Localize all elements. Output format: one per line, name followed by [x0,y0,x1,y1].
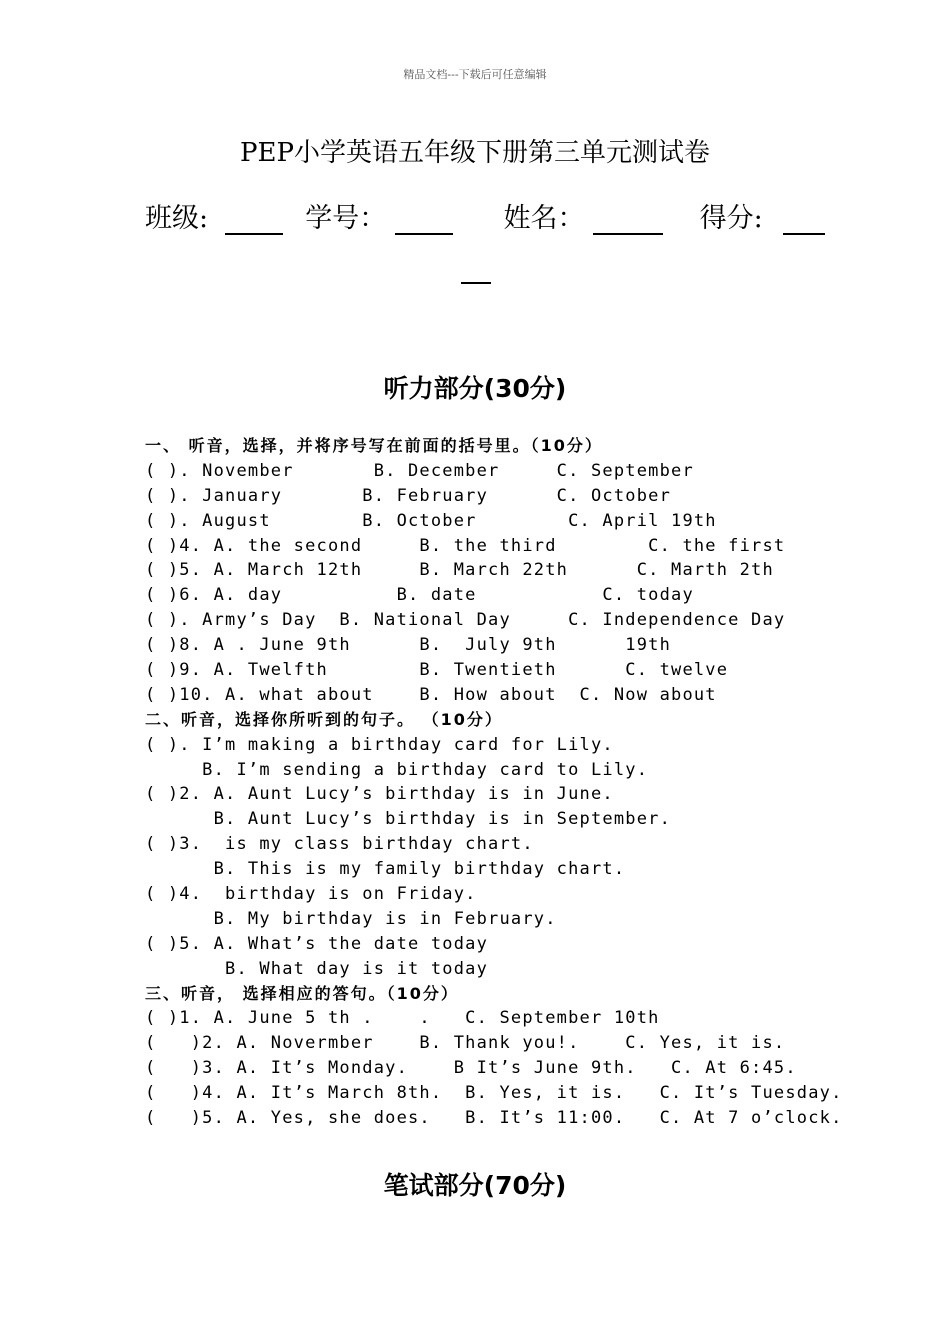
question-line: ( )2. A. Aunt Lucy’s birthday is in June. [145,784,614,805]
name-label: 姓名： [503,203,585,234]
score-blank-continuation [461,282,491,284]
question-line: B. Aunt Lucy’s birthday is in September. [145,809,672,830]
question-line: B. What day is it today [145,958,489,979]
question-line: ( )4. A. the second B. the third C. the first [145,535,786,556]
question-line: ( ). January B. February C. October [145,485,672,506]
question-line: ( )2. A. Novermber B. Thank you!. C. Yes, it is. [145,1033,786,1054]
question-line: B. I’m sending a birthday card to Lily. [145,759,649,780]
header-watermark: 精品文档---下载后可任意编辑 [403,68,547,81]
question-line: ( )4. birthday is on Friday. [145,884,477,905]
question-line: ( ). August B. October C. April 19th [145,510,717,531]
question-line: ( )3. is my class birthday chart. [145,834,534,855]
question-line: ( )8. A . June 9th B. July 9th 19th [145,635,672,656]
question-line: ( )6. A. day B. date C. today [145,585,694,606]
question-line: ( ). I’m making a birthday card for Lily. [145,734,614,755]
question-line: ( )3. A. It’s Monday. B It’s June 9th. C. At 6:45. [145,1058,797,1079]
page-title: PEP小学英语五年级下册第三单元测试卷 [240,138,710,168]
question-line: ( )5. A. Yes, she does. B. It’s 11:00. C. At 7 o’clock. [145,1108,843,1129]
listening-section-heading: 听力部分(30分) [383,374,567,403]
question-line: B. This is my family birthday chart. [145,859,626,880]
score-blank[interactable] [783,207,825,235]
question-line: ( ). November B. December C. September [145,460,694,481]
question-line: ( )10. A. what about B. How about C. Now about [145,684,717,705]
section-instruction: 一、 听音，选择，并将序号写在前面的括号里。（10分） [145,436,603,455]
writing-section-heading: 笔试部分(70分) [383,1171,567,1200]
question-line: B. My birthday is in February. [145,908,557,929]
score-label: 得分: [699,203,763,234]
question-line: ( )5. A. March 12th B. March 22th C. Marth 2th [145,560,774,581]
class-label: 班级: [145,203,209,234]
question-line: ( )9. A. Twelfth B. Twentieth C. twelve [145,660,729,681]
number-blank[interactable] [395,207,453,235]
class-blank[interactable] [225,207,283,235]
question-line: ( )5. A. What’s the date today [145,933,489,954]
section-instruction: 二、听音，选择你所听到的句子。 （10分） [145,709,503,729]
question-line: ( )1. A. June 5 th . . C. September 10th [145,1008,660,1029]
question-line: ( )4. A. It’s March 8th. B. Yes, it is. C. It’s Tuesday. [145,1083,843,1104]
question-list [145,434,905,1131]
name-blank[interactable] [593,207,663,235]
question-line: ( ). Army’s Day B. National Day C. Independence Day [145,610,786,631]
number-label: 学号： [305,203,387,234]
student-info-row [145,196,825,235]
section-instruction: 三、听音， 选择相应的答句。（10分） [145,983,459,1003]
